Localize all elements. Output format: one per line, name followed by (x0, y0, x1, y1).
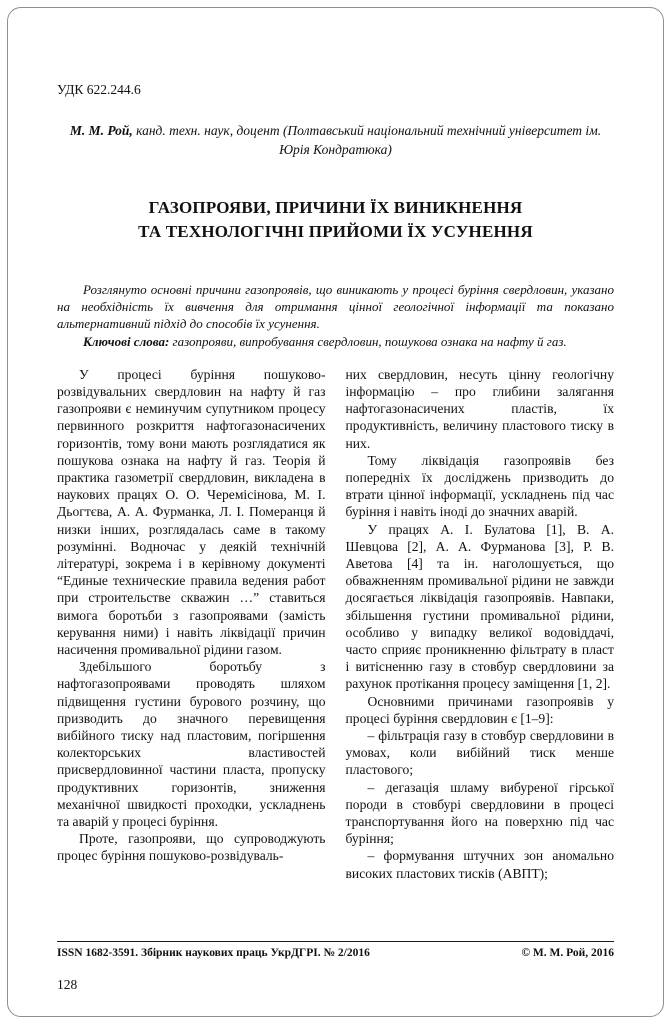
footer-issn: ISSN 1682-3591. Збірник наукових праць УкрДГРІ. № 2/2016 (57, 947, 370, 959)
keywords-label: Ключові слова: (83, 333, 170, 349)
paper-title (57, 196, 614, 245)
paragraph: Тому ліквідація газопроявів без попередніх їх досліджень призводить до втрати цінної інформації, ускладнень під час буріння і навіть іноді до значних аварій. (345, 452, 614, 520)
paragraph: Основними причинами газопроявів у процесі буріння свердловин є [1–9]: (345, 693, 614, 726)
keywords-line (57, 333, 614, 350)
author-line (63, 122, 608, 160)
footer-copyright: © М. М. Рой, 2016 (521, 947, 614, 959)
left-column (57, 366, 326, 882)
paragraph: У працях А. І. Булатова [1], В. А. Шевцова [2], А. А. Фурманова [3], Р. В. Аветова [4] та ін. наголошується, що обважненням промивальної рідини не завжди досягається ліквідація газопроявів. Навпаки, збільшення густини промивальної рідини, особливо у випадку великої водовіддачі, часто сприяє проникненню фільтрату в пласт і витісненню газу в стовбур свердловини за рахунок протікання процесу заміщення [1, 2]. (345, 521, 614, 692)
paper-title-line-1: ГАЗОПРОЯВИ, ПРИЧИНИ ЇХ ВИНИКНЕННЯ (148, 197, 523, 217)
page-content (57, 82, 614, 882)
list-item-paragraph: – фільтрація газу в стовбур свердловини в умовах, коли вибійний тиск менше пластового; (345, 727, 614, 778)
udc-code: УДК 622.244.6 (57, 82, 141, 97)
paragraph: Здебільшого боротьбу з нафтогазопроявами проводять шляхом підвищення густини бурового розчину, що призводить до значного перевищення вибійного тиску над пластовим, погіршення колекторських властивостей присвердловинної частини пласта, пропуску продуктивних горизонтів, зниження механічної швидкості проходки, ускладнень та аварій у процесі буріння. (57, 659, 326, 829)
author-affiliation: канд. техн. наук, доцент (Полтавський національний технічний університет ім. Юрія Кондратюка) (132, 123, 602, 157)
paragraph: Проте, газопрояви, що супроводжують процес буріння пошуково-розвідуваль- (57, 831, 326, 864)
list-item-paragraph: – дегазація шламу вибуреної гірської породи в стовбурі свердловини в процесі транспортування його на поверхню під час буріння; (345, 779, 614, 847)
paragraph-continuation: них свердловин, несуть цінну геологічну інформацію – про глибини залягання нафтогазонасичених пластів, їх продуктивність, величину пластового тиску в них. (345, 366, 614, 451)
paragraph: У процесі буріння пошуково-розвідувальних свердловин на нафту й газ газопрояви є неминучим супутником процесу первинного розкриття нафтогазонасичених горизонтів, тому вони мають розглядатися як пошукова ознака на нафту й газ. Теорія й практика газометрії свердловин, викладена в наукових працях О. О. Черемісінова, М. І. Дьогтєва, А. А. Фурманка, Л. І. Померанця й низки інших, розглядалась саме в такому розумінні. Водночас у деякій технічній літературі, зокрема і в керівному документі “Единые технические правила ведения работ при строительстве скважин …” ставиться вимога боротьби з газопроявами (замість керування ними) і навіть ліквідації причин насичення промивальної рідини газом. (57, 366, 326, 657)
author-name: М. М. Рой, (69, 123, 133, 138)
abstract-text: Розглянуто основні причини газопроявів, що виникають у процесі буріння свердловин, указано на необхідність їх вивчення для отримання цінної геологічної інформації та показано альтернативний підхід до способів їх усунення. (57, 282, 614, 332)
body-two-columns (57, 366, 614, 882)
paper-title-line-2: ТА ТЕХНОЛОГІЧНІ ПРИЙОМИ ЇХ УСУНЕННЯ (138, 222, 533, 242)
journal-footer (57, 941, 614, 959)
keywords-text: газопрояви, випробування свердловин, пошукова ознака на нафту й газ. (169, 333, 567, 349)
page-number: 128 (57, 977, 78, 992)
list-item-paragraph: – формування штучних зон аномально високих пластових тисків (АВПТ); (345, 848, 614, 881)
right-column (346, 366, 615, 882)
